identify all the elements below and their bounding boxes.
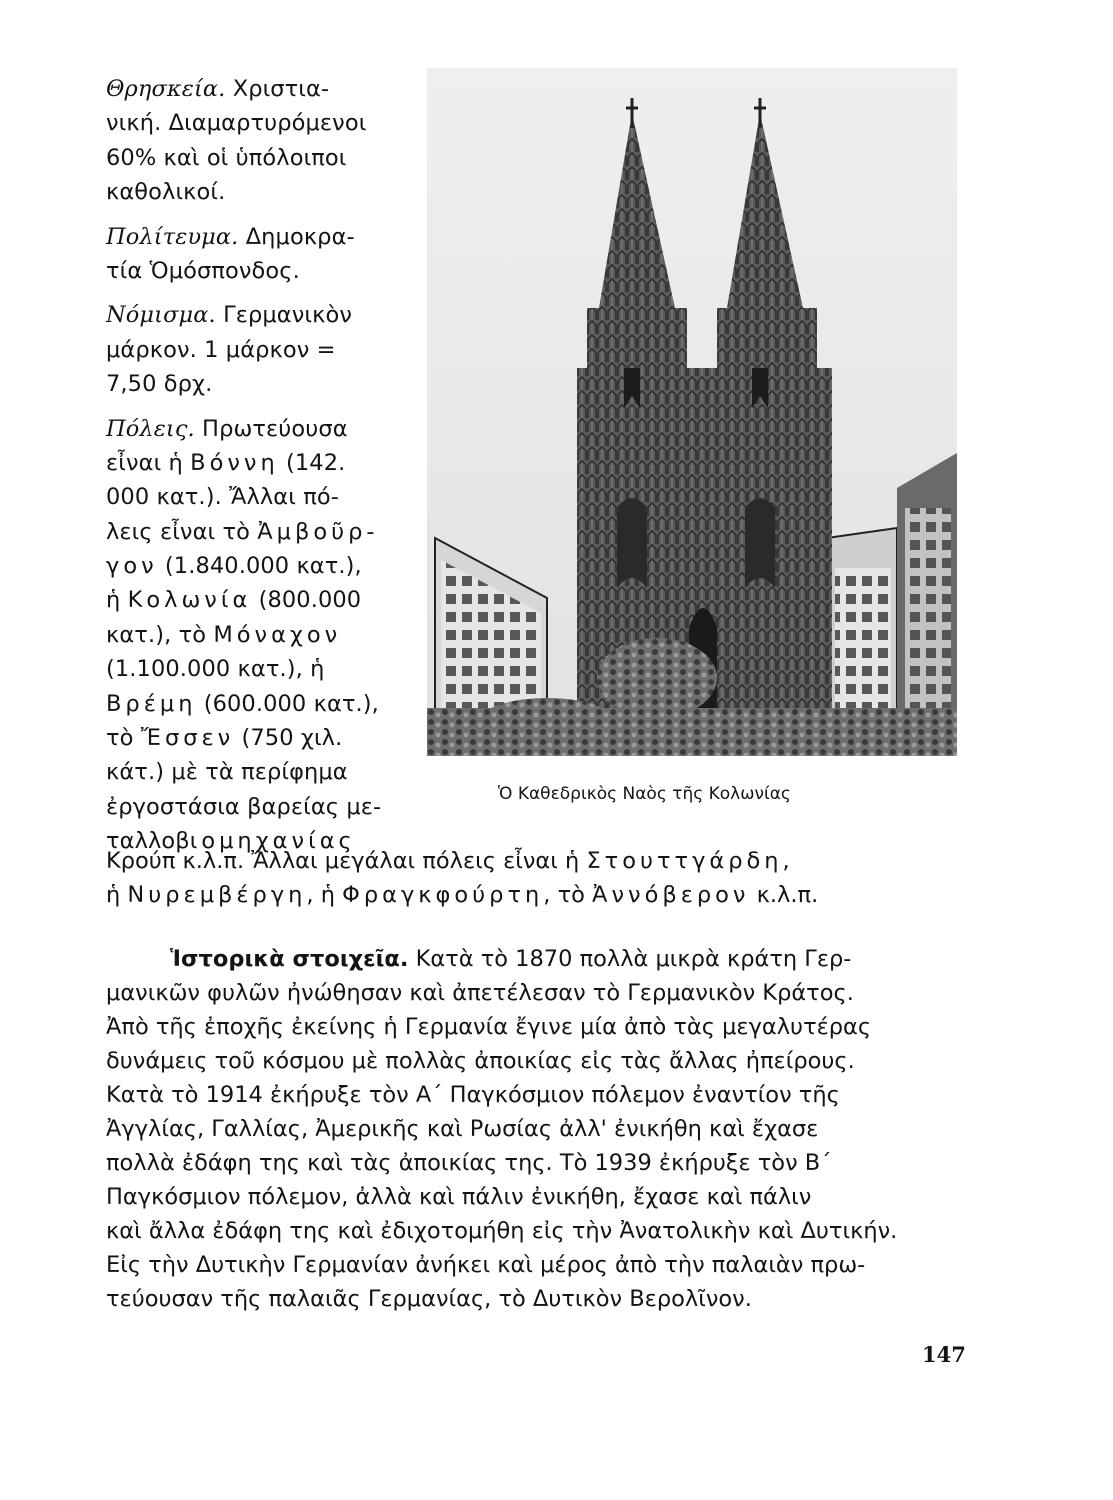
cities-line-4: λεις εἶναι τὸ Ἀμβοῦρ- <box>106 518 379 545</box>
history-line-2: μανικῶν φυλῶν ἠνώθησαν καὶ ἀπετέλεσαν τὸ Γερμανικὸν Κράτος. <box>106 980 854 1006</box>
history-line-4: δυνάμεις τοῦ κόσμου μὲ πολλὰς ἀποικίας εἰς τὰς ἄλλας ἠπείρους. <box>106 1048 855 1074</box>
history-line-6: Ἀγγλίας, Γαλλίας, Ἀμερικῆς καὶ Ρωσίας ἀλλ' ἐνικήθη καὶ ἔχασε <box>106 1116 819 1142</box>
page-number: 147 <box>922 1342 966 1367</box>
history-line-10: Εἰς τὴν Δυτικὴν Γερμανίαν ἀνήκει καὶ μέρος ἀπὸ τὴν παλαιὰν πρω- <box>106 1252 866 1278</box>
cities-line-3: 000 κατ.). Ἄλλαι πό- <box>106 484 339 511</box>
left-column <box>106 72 398 859</box>
cities-line-2: εἶναι ἡ Βόννη (142. <box>106 449 346 476</box>
polity-line-1: Πολίτευμα. Δημοκρα- <box>106 223 355 250</box>
history-heading: Ἱστορικὰ στοιχεῖα. <box>170 946 409 972</box>
currency-line-2: μάρκον. 1 μάρκον = <box>106 336 336 363</box>
cities-continuation-line-2: ἡ Νυρεμβέργη, ἡ Φραγκφούρτη, τὸ Ἀννόβερον κ.λ.π. <box>106 882 819 908</box>
polity-line-2: τία Ὁμόσπονδος. <box>106 257 300 284</box>
cities-line-8: (1.100.000 κατ.), ἡ <box>106 656 325 683</box>
history-line-7: πολλὰ ἐδάφη της καὶ τὰς ἀποικίας της. Τὸ 1939 ἐκήρυξε τὸν Β΄ <box>106 1150 832 1176</box>
cities-line-11: κάτ.) μὲ τὰ περίφημα <box>106 759 348 786</box>
cathedral-illustration <box>427 68 957 756</box>
religion-line-4: καθολικοί. <box>106 179 226 206</box>
currency-line-3: 7,50 δρχ. <box>106 371 213 398</box>
photo-caption: Ὁ Καθεδρικὸς Ναὸς τῆς Κολωνίας <box>498 784 791 804</box>
cities-line-7: κατ.), τὸ Μόναχον <box>106 621 342 648</box>
cities-line-5: γον (1.840.000 κατ.), <box>106 553 362 580</box>
cities-line-9: Βρέμη (600.000 κατ.), <box>106 690 379 717</box>
cities-line-1: Πόλεις. Πρωτεύουσα <box>106 415 348 442</box>
religion-line-2: νική. Διαμαρτυρόμενοι <box>106 110 367 137</box>
history-line-3: Ἀπὸ τῆς ἐποχῆς ἐκείνης ἡ Γερμανία ἔγινε μία ἀπὸ τὰς μεγαλυτέρας <box>106 1014 872 1040</box>
religion-line-3: 60% καὶ οἱ ὑπόλοιποι <box>106 144 347 171</box>
currency-line-1: Νόμισμα. Γερμανικὸν <box>106 302 352 329</box>
cities-line-12: ἐργοστάσια βαρείας με- <box>106 793 382 820</box>
cathedral-photo <box>427 68 957 756</box>
cities-line-6: ἡ Κολωνία (800.000 <box>106 587 362 614</box>
history-line-9: καὶ ἄλλα ἐδάφη της καὶ ἐδιχοτομήθη εἰς τὴν Ἀνατολικὴν καὶ Δυτικήν. <box>106 1218 898 1244</box>
history-line-11: τεύουσαν τῆς παλαιᾶς Γερμανίας, τὸ Δυτικὸν Βερολῖνον. <box>106 1286 752 1312</box>
history-line-8: Παγκόσμιον πόλεμον, ἀλλὰ καὶ πάλιν ἐνικήθη, ἔχασε καὶ πάλιν <box>106 1184 812 1210</box>
cities-continuation-line-1: Κρούπ κ.λ.π. Ἄλλαι μεγάλαι πόλεις εἶναι ἡ Στουττγάρδη, <box>106 848 794 874</box>
cities-line-13: ταλλοβιομηχανίας <box>106 828 356 855</box>
cities-line-10: τὸ Ἔσσεν (750 χιλ. <box>106 725 343 752</box>
history-line-5: Κατὰ τὸ 1914 ἐκήρυξε τὸν Α΄ Παγκόσμιον πόλεμον ἐναντίον τῆς <box>106 1082 840 1108</box>
history-line-1: Ἱστορικὰ στοιχεῖα. Κατὰ τὸ 1870 πολλὰ μικρὰ κράτη Γερ- <box>170 946 852 972</box>
religion-line-1: Θρησκεία. Χριστια- <box>106 76 330 102</box>
